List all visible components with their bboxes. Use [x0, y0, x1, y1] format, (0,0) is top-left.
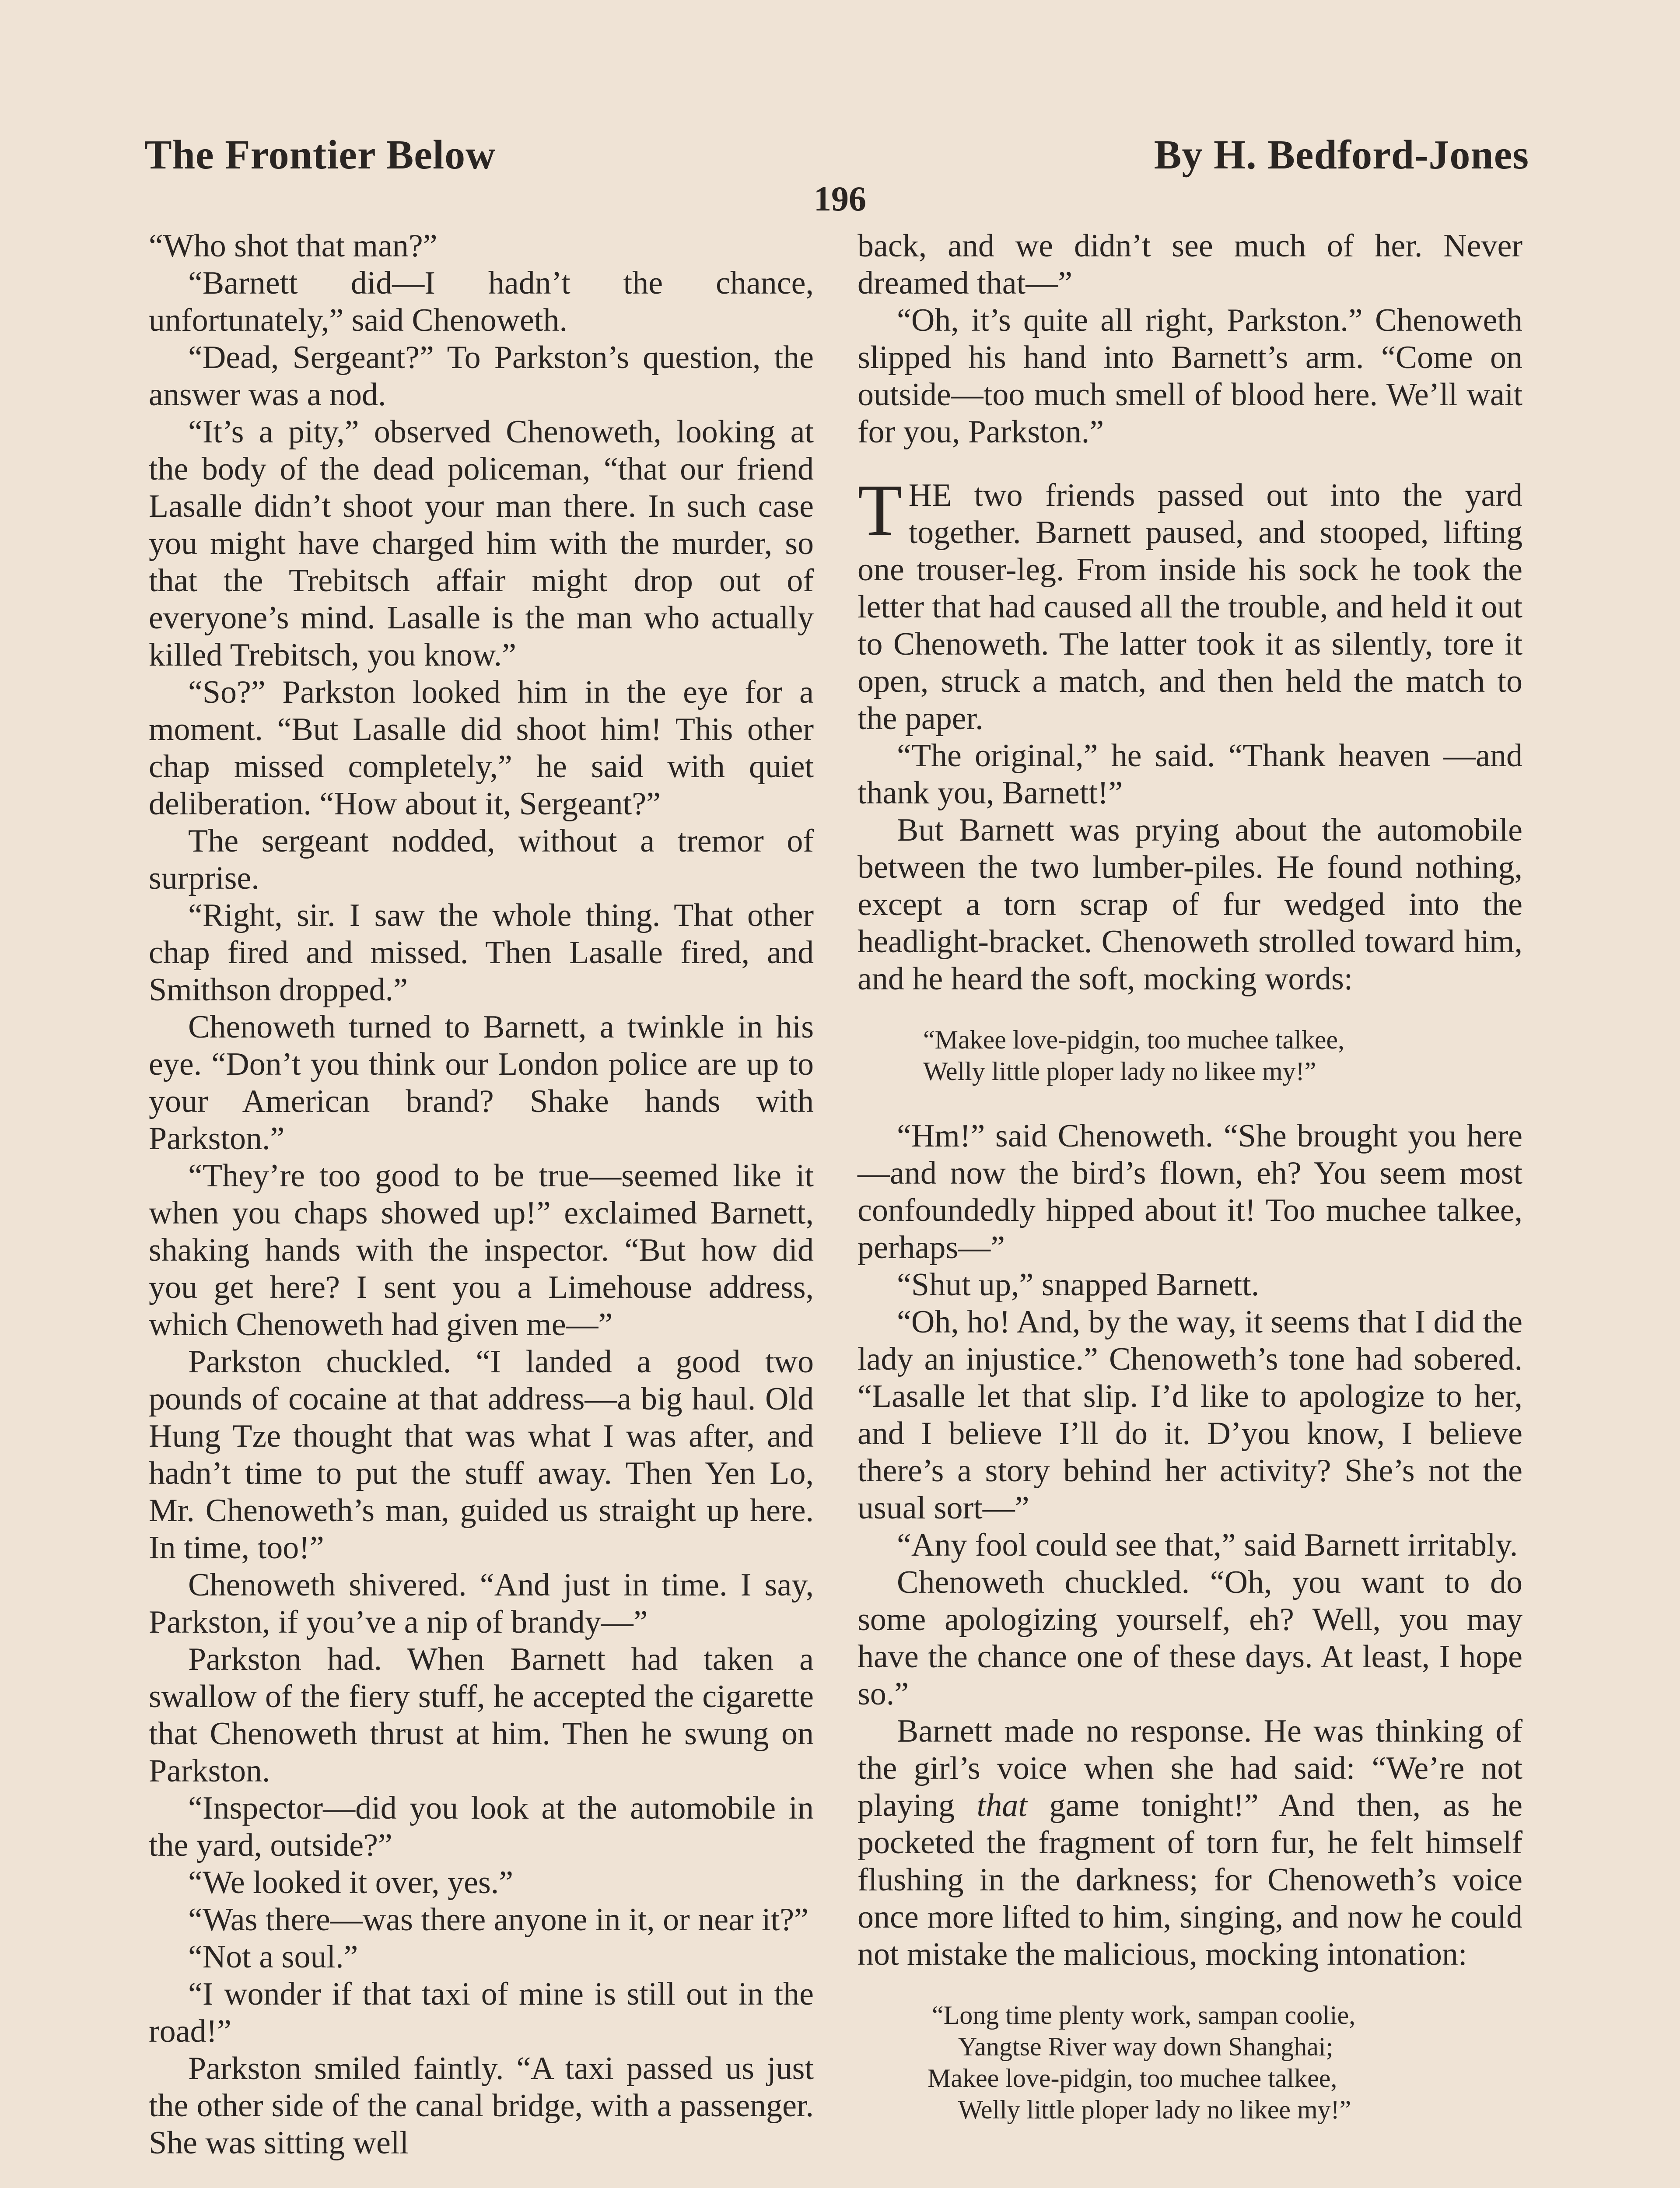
paragraph-continuation: back, and we didn’t see much of her. Never dreamed that—”: [858, 228, 1522, 301]
left-column: [149, 228, 814, 2162]
paragraph: “Not a soul.”: [188, 1939, 358, 1975]
paragraph: Parkston chuckled. “I landed a good two pounds of cocaine at that address—a big haul. Old Hung Tze thought that was what I was after, and hadn’t time to put the stuff away. Then Yen Lo, Mr. Chenoweth’s man, guided us straight up here. In time, too!”: [149, 1344, 814, 1566]
paragraph: “Oh, ho! And, by the way, it seems that I did the lady an injustice.” Chenoweth’s tone had sobered. “Lasalle let that slip. I’d like to apologize to her, and I believe I’ll do it. D’you know, I believe there’s a story behind her activity? She’s not the usual sort—”: [858, 1304, 1522, 1526]
verse-line: “Long time plenty work, sampan coolie,: [932, 2001, 1356, 2030]
paragraph: “They’re too good to be true—seemed like it when you chaps showed up!” exclaimed Barnett, shaking hands with the inspector. “But how did you get here? I sent you a Limehouse address, which Chenoweth had given me—”: [149, 1158, 814, 1343]
paragraph: Parkston had. When Barnett had taken a swallow of the fiery stuff, he accepted the cigarette that Chenoweth thrust at him. Then he swung on Parkston.: [149, 1641, 814, 1789]
author-byline: By H. Bedford-Jones: [1154, 132, 1529, 178]
verse-line: Welly little ploper lady no likee my!”: [958, 2095, 1351, 2124]
section-opening-paragraph: [858, 470, 1522, 737]
verse-line: “Makee love-pidgin, too muchee talkee,: [923, 1025, 1344, 1054]
paragraph: “We looked it over, yes.”: [188, 1865, 514, 1900]
paragraph: “The original,” he said. “Thank heaven —and thank you, Barnett!”: [858, 738, 1522, 811]
verse-line: Makee love-pidgin, too muchee talkee,: [928, 2064, 1337, 2093]
page-number: 196: [814, 180, 866, 218]
song-verse: [858, 1999, 1522, 2125]
paragraph: “Any fool could see that,” said Barnett irritably.: [897, 1527, 1518, 1563]
verse-line: Yangtse River way down Shanghai;: [958, 2032, 1334, 2061]
paragraph: “Hm!” said Chenoweth. “She brought you here—and now the bird’s flown, eh? You seem most confoundedly hipped about it! Too muchee talkee, perhaps—”: [858, 1118, 1522, 1266]
paragraph: “It’s a pity,” observed Chenoweth, looking at the body of the dead policeman, “that our friend Lasalle didn’t shoot your man there. In such case you might have charged him with the murder, so that the Trebitsch affair might drop out of everyone’s mind. Lasalle is the man who actually killed Trebitsch, you know.”: [149, 414, 814, 673]
paragraph: “Dead, Sergeant?” To Parkston’s question, the answer was a nod.: [149, 340, 814, 413]
paragraph: “Was there—was there anyone in it, or near it?”: [188, 1902, 808, 1938]
paragraph: But Barnett was prying about the automobile between the two lumber-piles. He found nothing, except a torn scrap of fur wedged into the headlight-bracket. Chenoweth strolled toward him, and he heard the soft, mocking words:: [858, 812, 1522, 997]
paragraph: Chenoweth shivered. “And just in time. I say, Parkston, if you’ve a nip of brandy—”: [149, 1567, 814, 1640]
paragraph: The sergeant nodded, without a tremor of surprise.: [149, 823, 814, 896]
story-title: The Frontier Below: [144, 132, 496, 178]
paragraph: “Shut up,” snapped Barnett.: [897, 1267, 1260, 1303]
song-verse: [858, 1024, 1522, 1087]
paragraph: Chenoweth chuckled. “Oh, you want to do some apologizing yourself, eh? Well, you may have the chance one of these days. At least, I hope so.”: [858, 1564, 1522, 1712]
drop-cap: T: [858, 470, 903, 551]
paragraph: “Who shot that man?”: [149, 228, 438, 264]
paragraph: “So?” Parkston looked him in the eye for a moment. “But Lasalle did shoot him! This other chap missed completely,” he said with quiet deliberation. “How about it, Sergeant?”: [149, 674, 814, 822]
paragraph: “I wonder if that taxi of mine is still out in the road!”: [149, 1976, 814, 2049]
paragraph: “Inspector—did you look at the automobile in the yard, outside?”: [149, 1790, 814, 1863]
section-opening-text: HE two friends passed out into the yard together. Barnett paused, and stooped, lifting one trouser-leg. From inside his sock he took the letter that had caused all the trouble, and held it out to Chenoweth. The latter took it as silently, tore it open, struck a match, and then held the match to the paper.: [858, 477, 1522, 736]
paragraph: [858, 1713, 1522, 1973]
paragraph: “Barnett did—I hadn’t the chance, unfortunately,” said Chenoweth.: [149, 265, 814, 338]
paragraph: “Oh, it’s quite all right, Parkston.” Chenoweth slipped his hand into Barnett’s arm. “Come on outside—too much smell of blood here. We’ll wait for you, Parkston.”: [858, 302, 1522, 450]
text-run: Barnett made no response. He was thinking of the girl’s voice when she had said: “We’re not playing: [858, 1713, 1522, 1823]
paragraph: “Right, sir. I saw the whole thing. That other chap fired and missed. Then Lasalle fired, and Smithson dropped.”: [149, 898, 814, 1008]
paragraph: Parkston smiled faintly. “A taxi passed us just the other side of the canal bridge, with a passenger. She was sitting well: [149, 2051, 814, 2161]
text-run: game tonight!” And then, as he pocketed the fragment of torn fur, he felt himself flushing in the darkness; for Chenoweth’s voice once more lifted to him, singing, and now he could not mistake the malicious, mocking intonation:: [858, 1788, 1522, 1972]
emphasis-text: that: [976, 1788, 1027, 1823]
paragraph: Chenoweth turned to Barnett, a twinkle in his eye. “Don’t you think our London police are up to your American brand? Shake hands with Parkston.”: [149, 1009, 814, 1157]
verse-line: Welly little ploper lady no likee my!”: [923, 1057, 1316, 1086]
right-column: [858, 228, 1522, 2156]
